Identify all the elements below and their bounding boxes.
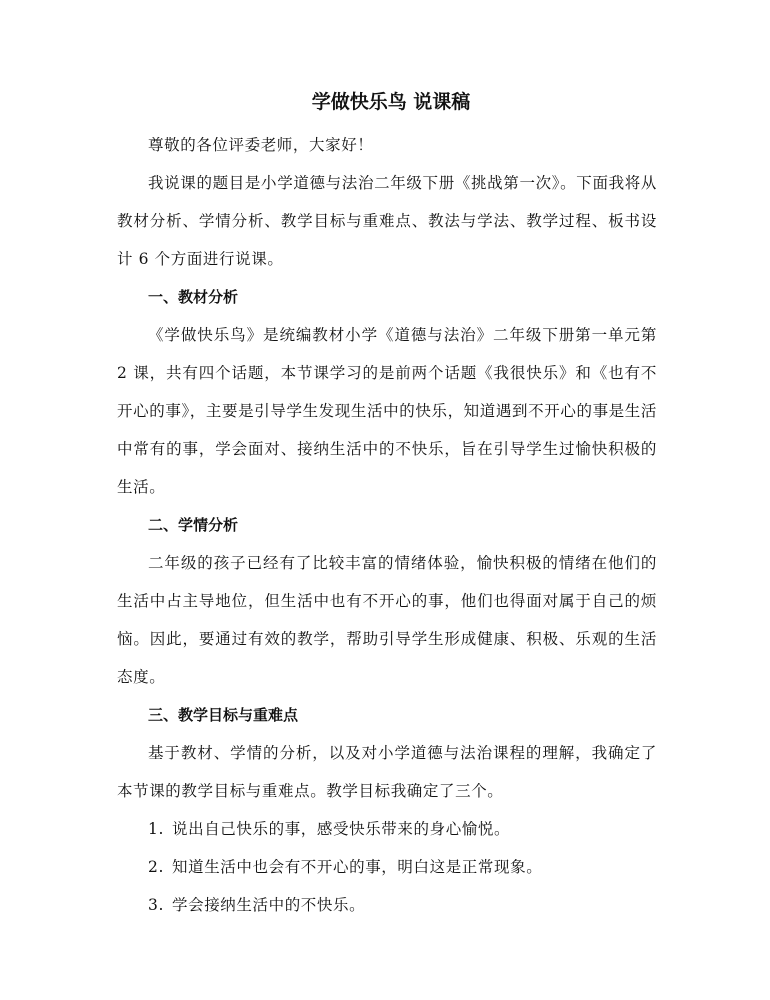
goal-text: 学会接纳生活中的不快乐。 bbox=[172, 896, 366, 914]
section-heading-student-analysis: 二、学情分析 bbox=[148, 516, 239, 534]
intro-paragraph: 我说课的题目是小学道德与法治二年级下册《挑战第一次》。下面我将从教材分析、学情分析、教学目标与重难点、教法与学法、教学过程、板书设计 6 个方面进行说课。 bbox=[117, 174, 657, 268]
document-page bbox=[117, 88, 657, 924]
goal-list-item bbox=[117, 886, 657, 924]
section-body-textbook-analysis: 《学做快乐鸟》是统编教材小学《道德与法治》二年级下册第一单元第 2 课，共有四个话题，本节课学习的是前两个话题《我很快乐》和《也有不开心的事》，主要是引导学生发现生活中的快乐，知道遇到不开心的事是生活中常有的事，学会面对、接纳生活中的不快乐，旨在引导学生过愉快积极的生活。 bbox=[117, 326, 657, 496]
goal-number: 2. bbox=[148, 858, 164, 876]
goal-list-item bbox=[117, 848, 657, 886]
goal-number: 3. bbox=[148, 896, 164, 914]
greeting-paragraph: 尊敬的各位评委老师，大家好！ bbox=[148, 136, 374, 154]
section-heading-teaching-goals: 三、教学目标与重难点 bbox=[148, 706, 299, 724]
section-body-teaching-goals: 基于教材、学情的分析，以及对小学道德与法治课程的理解，我确定了本节课的教学目标与重难点。教学目标我确定了三个。 bbox=[117, 744, 657, 800]
section-heading-textbook-analysis: 一、教材分析 bbox=[148, 288, 239, 306]
goal-number: 1. bbox=[148, 820, 164, 838]
section-body-student-analysis: 二年级的孩子已经有了比较丰富的情绪体验，愉快积极的情绪在他们的生活中占主导地位，但生活中也有不开心的事，他们也得面对属于自己的烦恼。因此，要通过有效的教学，帮助引导学生形成健康、积极、乐观的生活态度。 bbox=[117, 554, 657, 686]
goal-text: 知道生活中也会有不开心的事，明白这是正常现象。 bbox=[172, 858, 543, 876]
document-title: 学做快乐鸟 说课稿 bbox=[311, 91, 471, 113]
goal-list-item bbox=[117, 810, 657, 848]
goal-text: 说出自己快乐的事，感受快乐带来的身心愉悦。 bbox=[172, 820, 511, 838]
